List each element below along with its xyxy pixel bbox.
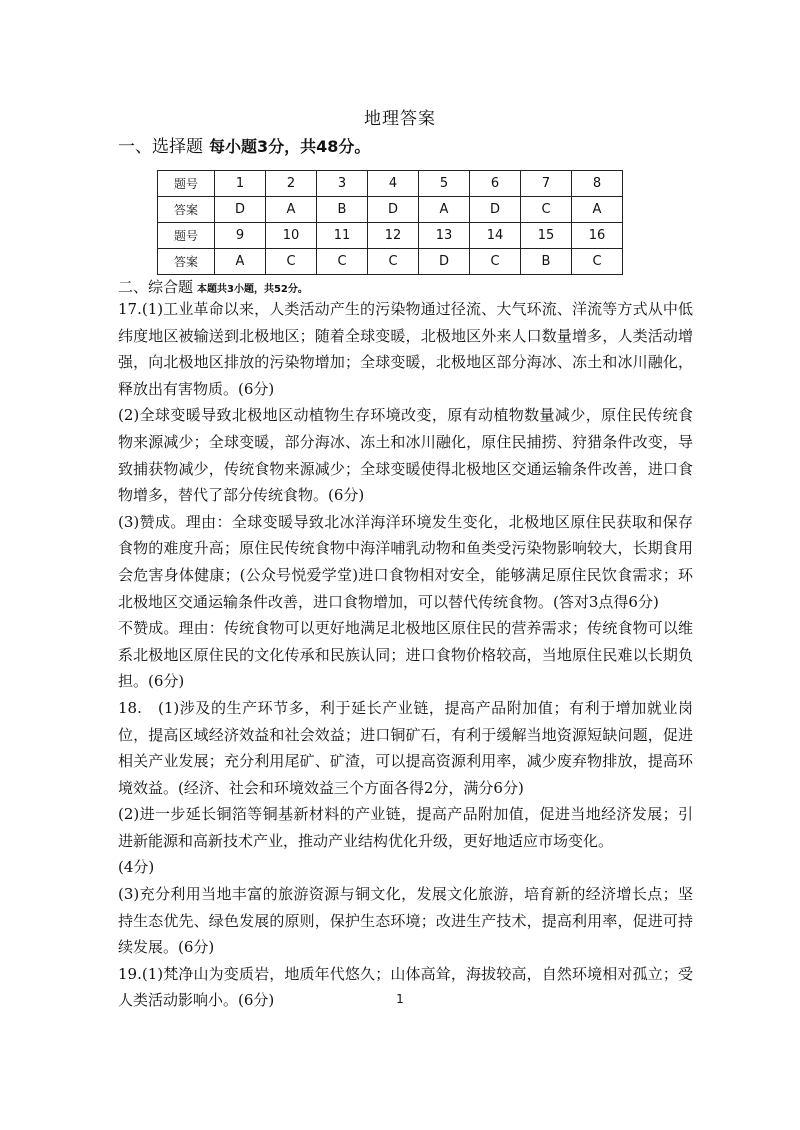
- page-number: 1: [396, 992, 404, 1006]
- answer-table-cell: A: [215, 249, 266, 275]
- answer-table-cell: 3: [317, 171, 368, 197]
- answer-table-cell: 1: [215, 171, 266, 197]
- answer-table-cell: C: [470, 249, 521, 275]
- answer-table-cell: 13: [419, 223, 470, 249]
- answer-table-cell: A: [266, 197, 317, 223]
- answer-paragraph: 不赞成。理由：传统食物可以更好地满足北极地区原住民的营养需求；传统食物可以维系北极地区原住民的文化传承和民族认同；进口食物价格较高，当地原住民难以长期负担。(6分): [118, 619, 693, 691]
- answer-table: [157, 170, 623, 275]
- answer-table-row: [158, 171, 623, 197]
- page-title: 地理答案: [364, 109, 436, 129]
- answer-table-row-label: 题号: [158, 223, 215, 249]
- answer-table-cell: 16: [572, 223, 623, 249]
- answer-table-cell: 12: [368, 223, 419, 249]
- answer-table-row: [158, 197, 623, 223]
- answer-paragraph: (4分): [118, 858, 155, 877]
- answer-table-cell: 4: [368, 171, 419, 197]
- answer-table-row-label: 答案: [158, 197, 215, 223]
- answer-table-row: [158, 249, 623, 275]
- answer-table-cell: 9: [215, 223, 266, 249]
- answer-table-row: [158, 223, 623, 249]
- answer-table-cell: D: [368, 197, 419, 223]
- answer-paragraph: 19.(1)梵净山为变质岩，地质年代悠久；山体高耸，海拔较高，自然环境相对孤立；受人类活动影响小。(6分): [118, 964, 693, 1010]
- answer-table-cell: 6: [470, 171, 521, 197]
- answer-paragraph: (2)全球变暖导致北极地区动植物生存环境改变，原有动植物数量减少，原住民传统食物来源减少；全球变暖，部分海冰、冻土和冰川融化，原住民捕捞、狩猎条件改变，导致捕获物减少，传统食物来源减少；全球变暖使得北极地区交通运输条件改善，进口食物增多，替代了部分传统食物。(6分): [118, 406, 693, 505]
- section-choice-heading: [118, 132, 370, 157]
- section-choice-note: 每小题3分，共48分。: [209, 137, 371, 156]
- answer-table-cell: D: [419, 249, 470, 275]
- answer-table-cell: 15: [521, 223, 572, 249]
- answer-table-cell: D: [470, 197, 521, 223]
- answer-paragraph: (2)进一步延长铜箔等铜基新材料的产业链，提高产品附加值，促进当地经济发展；引进新能源和高新技术产业，推动产业结构优化升级，更好地适应市场变化。: [118, 805, 693, 850]
- answer-table-cell: 11: [317, 223, 368, 249]
- answer-table-cell: A: [572, 197, 623, 223]
- answer-table-row-label: 题号: [158, 171, 215, 197]
- answer-table-cell: C: [368, 249, 419, 275]
- answer-table-cell: B: [521, 249, 572, 275]
- answer-table-cell: 8: [572, 171, 623, 197]
- answer-table-cell: 5: [419, 171, 470, 197]
- answer-table-cell: B: [317, 197, 368, 223]
- section-choice-title: 一、选择题: [118, 137, 203, 157]
- section-comprehensive-note: 本题共3小题，共52分。: [197, 284, 308, 295]
- answer-table-cell: 2: [266, 171, 317, 197]
- answer-paragraph: 18. (1)涉及的生产环节多，利于延长产业链，提高产品附加值；有利于增加就业岗位，提高区域经济效益和社会效益；进口铜矿石，有利于缓解当地资源短缺问题，促进相关产业发展；充分利用尾矿、矿渣，可以提高资源利用率，减少废弃物排放，提高环境效益。(经济、社会和环境效益三个方面各得2分，满分6分): [118, 698, 693, 797]
- answer-table-row-label: 答案: [158, 249, 215, 275]
- section-comprehensive-heading: [118, 276, 308, 297]
- answer-table-cell: A: [419, 197, 470, 223]
- answer-table-cell: C: [266, 249, 317, 275]
- answer-paragraph: 17.(1)工业革命以来，人类活动产生的污染物通过径流、大气环流、洋流等方式从中低纬度地区被输送到北极地区；随着全球变暖，北极地区外来人口数量增多，人类活动增强，向北极地区排放的污染物增加；全球变暖，北极地区部分海冰、冻土和冰川融化，释放出有害物质。(6分): [118, 300, 693, 398]
- answer-table-cell: C: [572, 249, 623, 275]
- answer-table-cell: 7: [521, 171, 572, 197]
- answer-paragraph: (3)赞成。理由：全球变暖导致北冰洋海洋环境发生变化，北极地区原住民获取和保存食物的难度升高；原住民传统食物中海洋哺乳动物和鱼类受污染物影响较大，长期食用会危害身体健康；(公众号悦爱学堂)进口食物相对安全，能够满足原住民饮食需求；环北极地区交通运输条件改善，进口食物增加，可以替代传统食物。(答对3点得6分): [118, 512, 693, 611]
- answer-table-cell: 14: [470, 223, 521, 249]
- answer-body: [118, 296, 693, 1014]
- section-comprehensive-title: 二、综合题: [118, 278, 194, 296]
- answer-table-cell: C: [521, 197, 572, 223]
- answer-table-cell: 10: [266, 223, 317, 249]
- answer-paragraph: (3)充分利用当地丰富的旅游资源与铜文化，发展文化旅游，培育新的经济增长点；坚持生态优先、绿色发展的原则，保护生态环境；改进生产技术，提高利用率，促进可持续发展。(6分): [118, 885, 693, 957]
- answer-table-cell: D: [215, 197, 266, 223]
- answer-table-cell: C: [317, 249, 368, 275]
